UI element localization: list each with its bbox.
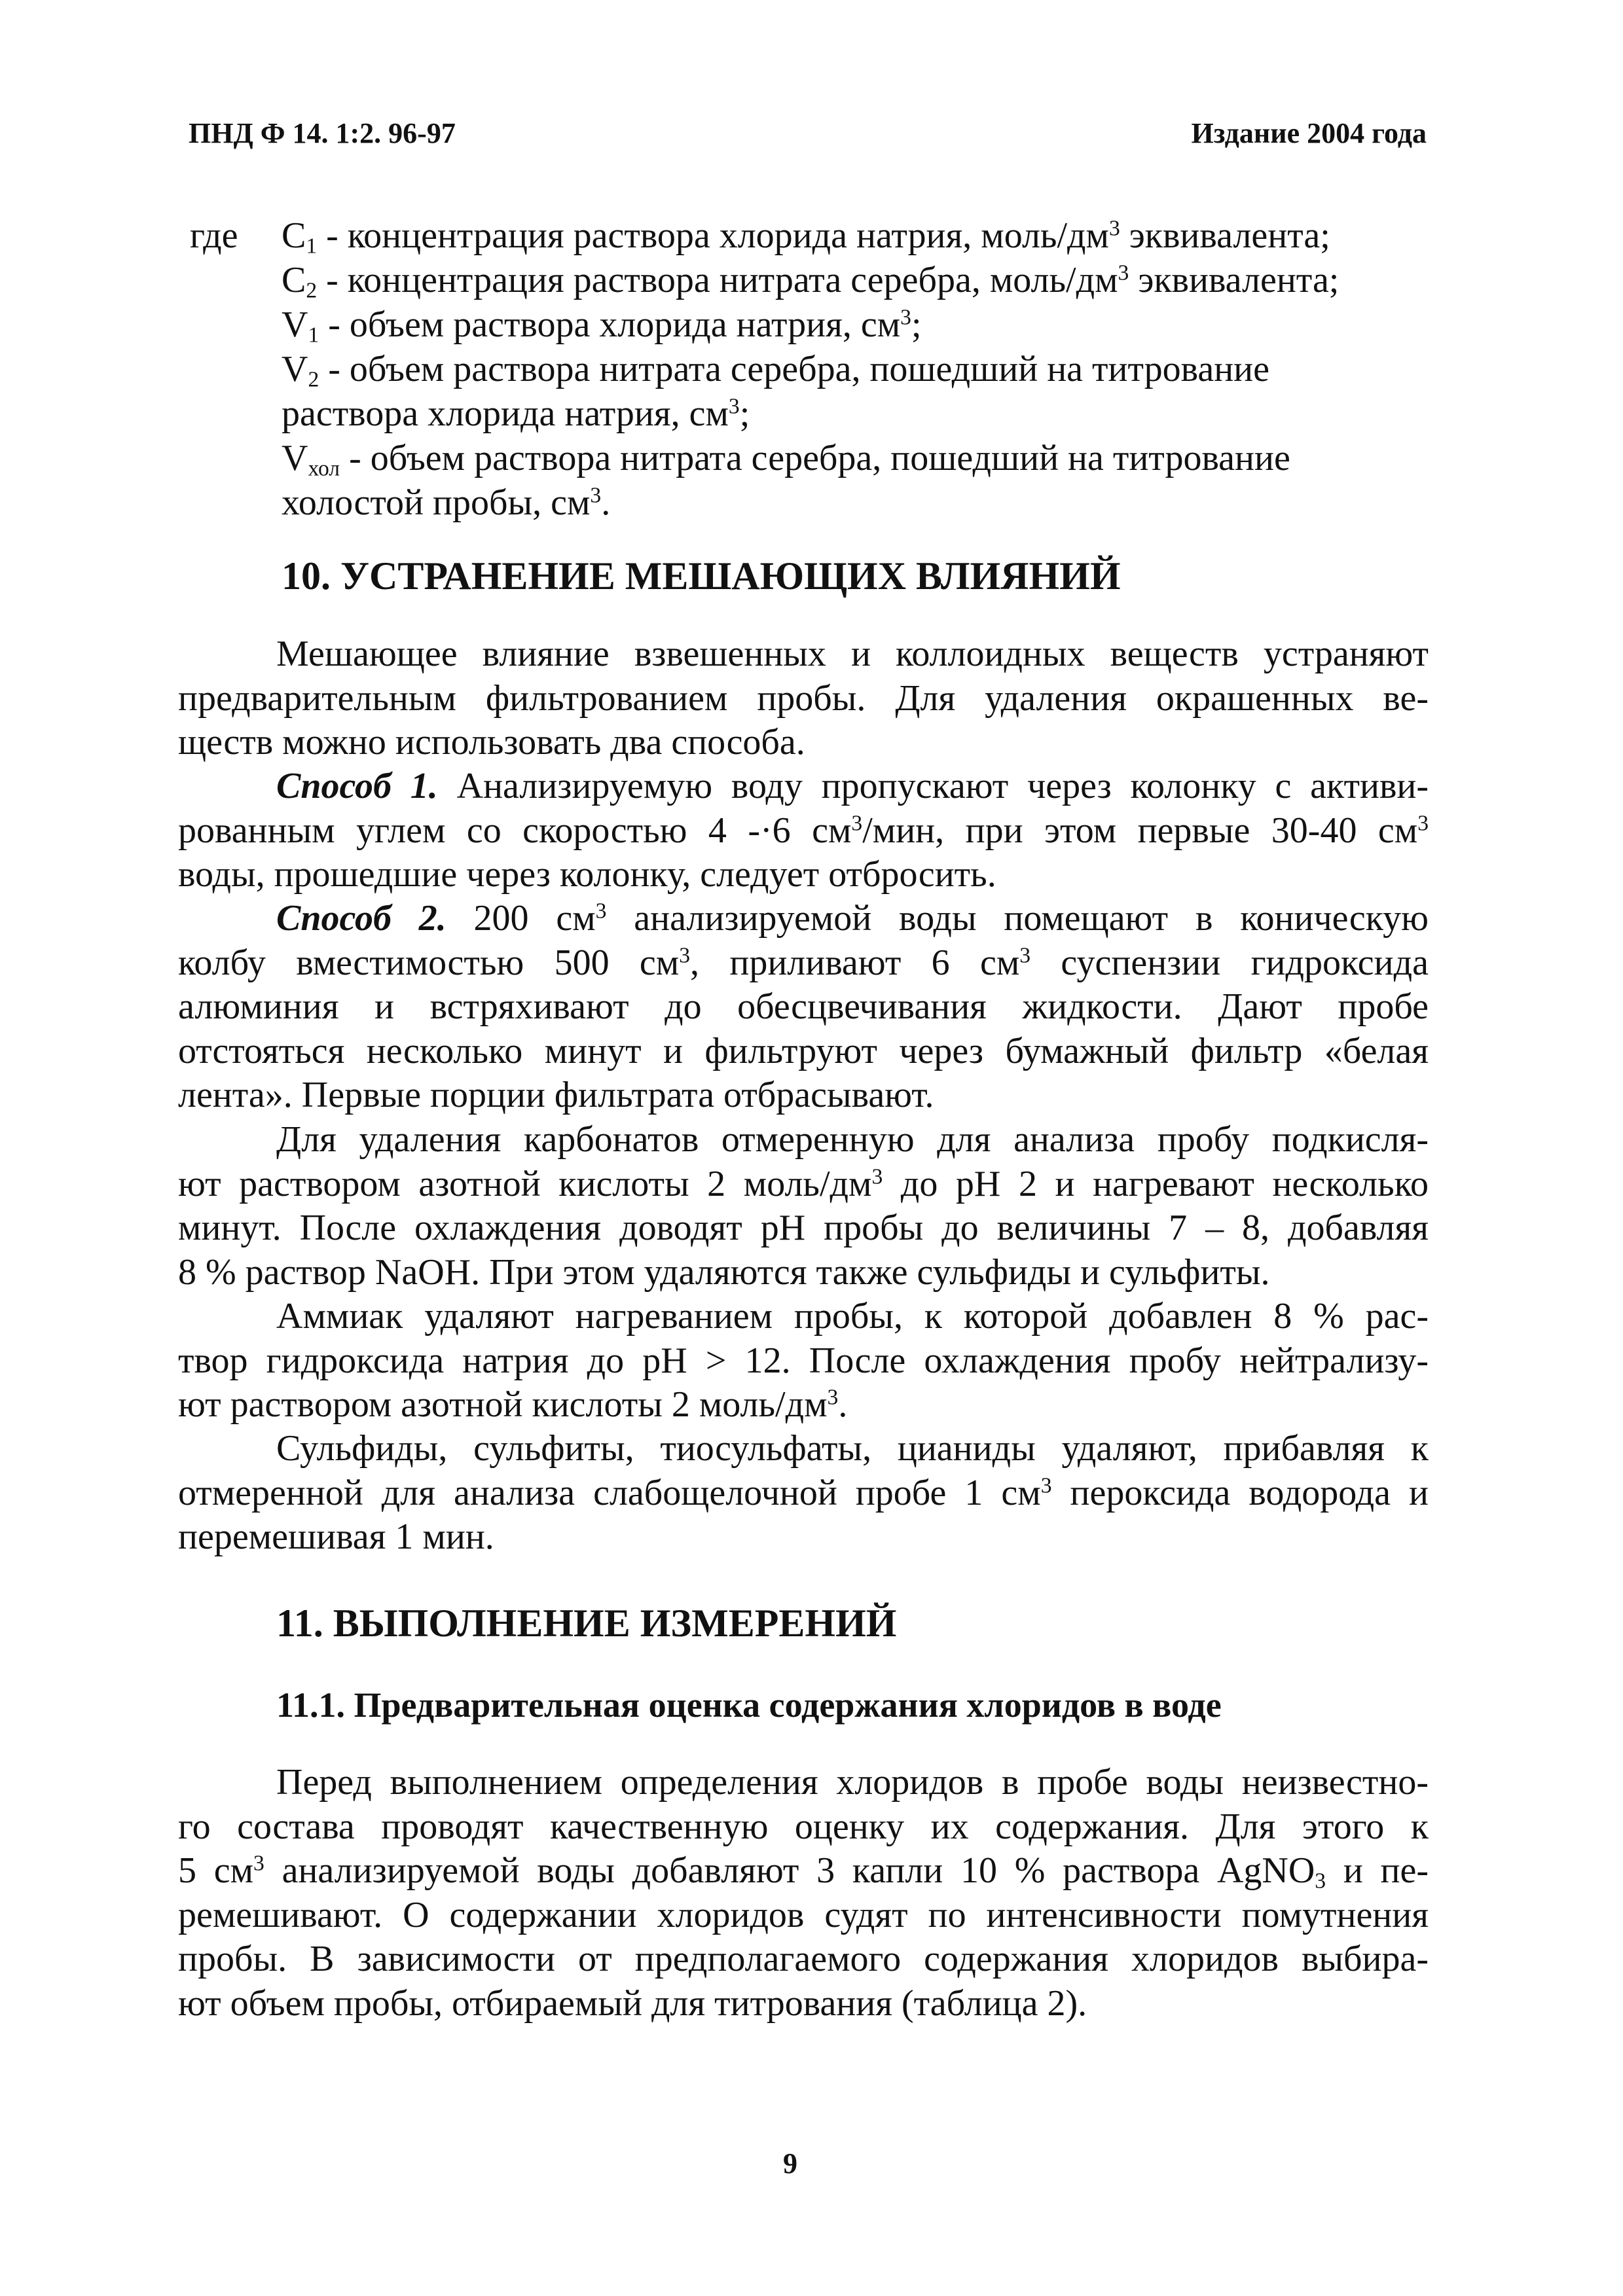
section-11-1-paragraph: Перед выполнением определения хлоридов в пробе воды неизвестно- го состава проводят качественную оценку их содержания. Для этого к 5 $см^3$ анализируемой воды добавляют 3 капли 10 % раствора AgNO$_3$ и пе- ремешивают. О содержании хлоридов судят по интенсивности помутнения пробы. В зависимости от предполагаемого содержания хлоридов выбира- ют объем пробы, отбираемый для титрования (таблица 2). <box>178 1762 1429 2024</box>
where-label: где <box>190 215 238 256</box>
section-10-title: 10. УСТРАНЕНИЕ МЕШАЮЩИХ ВЛИЯНИЙ <box>282 554 1121 598</box>
carbonates-paragraph: Для удаления карбонатов отмеренную для анализа пробу подкисля- ют раствором азотной кислоты 2 моль/$дм^3$ до pH 2 и нагревают несколько минут. После охлаждения доводят pH пробы до величины 7 – 8, добавляя 8 % раствор NaOH. При этом удаляются также сульфиды и сульфиты. <box>178 1119 1429 1293</box>
method-2-label: Способ 2. <box>276 898 447 939</box>
definition-v2-cont: раствора хлорида натрия, $см^3$; <box>282 393 750 434</box>
section-11-title: 11. ВЫПОЛНЕНИЕ ИЗМЕРЕНИЙ <box>276 1602 897 1645</box>
page-number: 9 <box>783 2147 797 2179</box>
definition-c1: $C_1$ - концентрация раствора хлорида натрия, моль/$дм^3$ эквивалента; <box>282 215 1330 259</box>
definition-vhol-cont: холостой пробы, $см^3$. <box>282 482 611 523</box>
edition-label: Издание 2004 года <box>1191 117 1427 149</box>
method-1-label: Способ 1. <box>276 766 438 806</box>
method-1-paragraph: Способ 1. Анализируемую воду пропускают через колонку с активи- рованным углем со скоростью 4 -·6 $см^3$/мин, при этом первые 30-40 $см^3$ воды, прошедшие через колонку, следует отбросить. <box>178 766 1429 895</box>
definition-v2: $V_2$ - объем раствора нитрата серебра, пошедший на титрование <box>282 349 1269 392</box>
definition-c2: $C_2$ - концентрация раствора нитрата серебра, моль/$дм^3$ эквивалента; <box>282 260 1340 303</box>
document-code: ПНД Ф 14. 1:2. 96-97 <box>189 117 456 149</box>
definition-vhol: $V_{хол}$ - объем раствора нитрата серебра, пошедший на титрование <box>282 438 1290 481</box>
definition-v1: $V_1$ - объем раствора хлорида натрия, $см^3$; <box>282 304 922 348</box>
sulfides-paragraph: Сульфиды, сульфиты, тиосульфаты, цианиды удаляют, прибавляя к отмеренной для анализа слабощелочной пробе 1 $см^3$ пероксида водорода и перемешивая 1 мин. <box>178 1428 1429 1557</box>
ammonia-paragraph: Аммиак удаляют нагреванием пробы, к которой добавлен 8 % рас- твор гидроксида натрия до pH > 12. После охлаждения пробу нейтрализу- ют раствором азотной кислоты 2 моль/$дм^3$. <box>178 1296 1429 1425</box>
method-2-paragraph: Способ 2. 200 $см^3$ анализируемой воды помещают в коническую колбу вместимостью 500 $см^3$, приливают 6 $см^3$ суспензии гидроксида алюминия и встряхивают до обесцвечивания жидкости. Дают пробе отстояться несколько минут и фильтруют через бумажный фильтр «белая лента». Первые порции фильтрата отбрасывают. <box>178 898 1429 1115</box>
section-10-paragraph-1: Мешающее влияние взвешенных и коллоидных веществ устраняют предварительным фильтрованием пробы. Для удаления окрашенных ве- ществ можно использовать два способа. <box>178 634 1429 762</box>
subsection-11-1-title: 11.1. Предварительная оценка содержания хлоридов в воде <box>276 1685 1222 1725</box>
